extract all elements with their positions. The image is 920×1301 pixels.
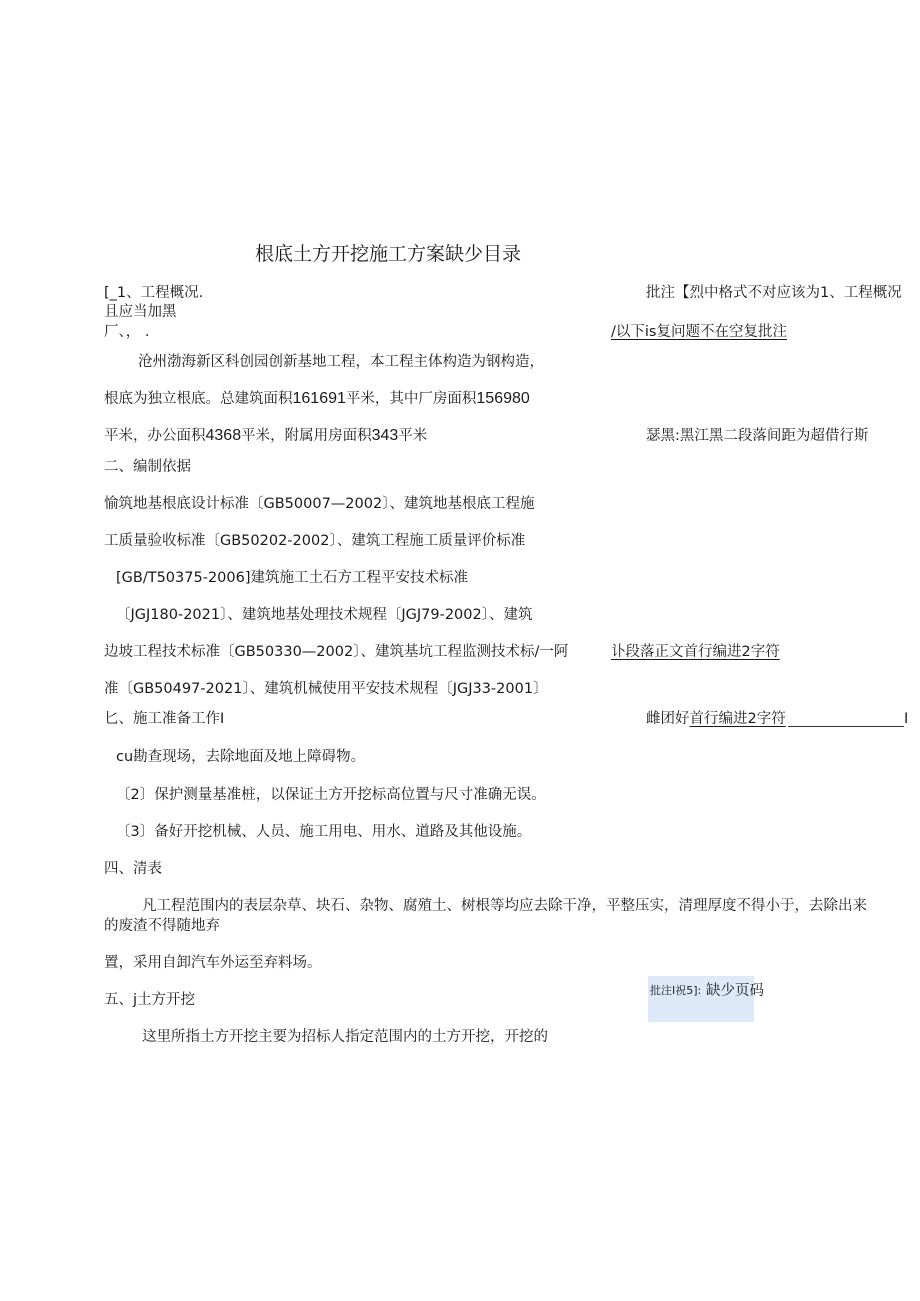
clearing-line-1: 凡工程范围内的表层杂草、块石、杂物、腐殖土、树根等均应去除干净，平整压实，清理厚度不得小于，去除出来	[142, 898, 867, 914]
document-title: 根底土方开挖施工方案缺少目录	[255, 243, 522, 265]
text: 首行编进2字符	[689, 711, 786, 727]
text: 平米，办公面积	[104, 428, 206, 444]
reference-line-2: 工质量验收标准〔GB50202-2002〕、建筑工程施工质量评价标准	[104, 533, 526, 549]
comment-underline	[788, 726, 904, 727]
text: 平米，附属用房面积	[241, 428, 372, 444]
comment-bar: I	[904, 711, 909, 727]
comment-indent-1[interactable]: 讣段落正文首行编进2字符	[611, 644, 780, 660]
prep-item-1: cu勘查现场，去除地面及地上障碍物。	[116, 749, 366, 765]
clearing-line-2: 的废渣不得随地弃	[104, 918, 220, 934]
comment-format[interactable]: 批注【烈中格式不对应该为1、工程概况	[646, 285, 902, 301]
comment-label: 批注I祝5]:	[650, 984, 702, 997]
reference-line-6: 准〔GB50497-2021〕、建筑机械使用平安技术规程〔JGJ33-2001〕	[104, 681, 548, 697]
prep-item-3: 〔3〕备好开挖机械、人员、施工用电、用水、道路及其他设施。	[116, 824, 532, 840]
section-5-heading: 五、j土方开挖	[104, 992, 196, 1008]
reference-line-5: 边坡工程技术标准〔GB50330—2002〕、建筑基坑工程监测技术标/一阿	[104, 644, 569, 660]
section-1-sub: 厂、， .	[104, 324, 150, 340]
clearing-line-3: 置，采用自卸汽车外运至弃料场。	[104, 955, 322, 971]
section-4-heading: 四、清表	[104, 861, 162, 877]
area-total: 161691	[292, 390, 346, 407]
prep-item-2: 〔2〕保护测量基准桩，以保证土方开挖标高位置与尺寸准确无误。	[116, 787, 546, 803]
text: 平米，其中厂房面积	[345, 391, 477, 407]
area-auxiliary: 343	[371, 427, 399, 444]
section-1-heading: [_1、工程概况.	[104, 285, 204, 301]
reference-line-4: 〔JGJ180-2021〕、建筑地基处理技术规程〔JGJ79-2002〕、建筑	[116, 607, 533, 623]
text: 根底为独立根底。总建筑面积	[104, 391, 293, 407]
comment-indent-2[interactable]	[646, 709, 786, 729]
reference-line-1: 愉筑地基根底设计标准〔GB50007—2002〕、建筑地基根底工程施	[104, 496, 535, 512]
section-3-heading: 匕、施工准备工作I	[104, 711, 225, 727]
area-office: 4368	[205, 427, 242, 444]
text: 雌团好	[646, 711, 690, 727]
comment-text: 缺少页码	[706, 983, 764, 999]
area-factory: 156980	[476, 390, 530, 407]
reference-line-3: [GB/T50375-2006]建筑施工土石方工程平安技术标准	[116, 570, 468, 586]
comment-repeat[interactable]: /以下is复问题不在空复批注	[611, 324, 787, 340]
section-1-heading-cont: 且应当加黑	[104, 304, 177, 320]
comment-page-number[interactable]	[648, 976, 764, 1022]
text: 平米	[398, 428, 428, 444]
comment-spacing[interactable]: 瑟黑:黑江黑二段落间距为超借行斯	[646, 428, 869, 444]
paragraph-1-line-1: 沧州渤海新区科创园创新基地工程，本工程主体构造为钢构造，	[138, 354, 544, 370]
section-2-heading: 二、编制依据	[104, 459, 191, 475]
paragraph-1-line-2	[104, 389, 530, 409]
excavation-line-1: 这里所指土方开挖主要为招标人指定范围内的土方开挖，开挖的	[142, 1029, 548, 1045]
paragraph-1-line-3	[104, 426, 427, 446]
